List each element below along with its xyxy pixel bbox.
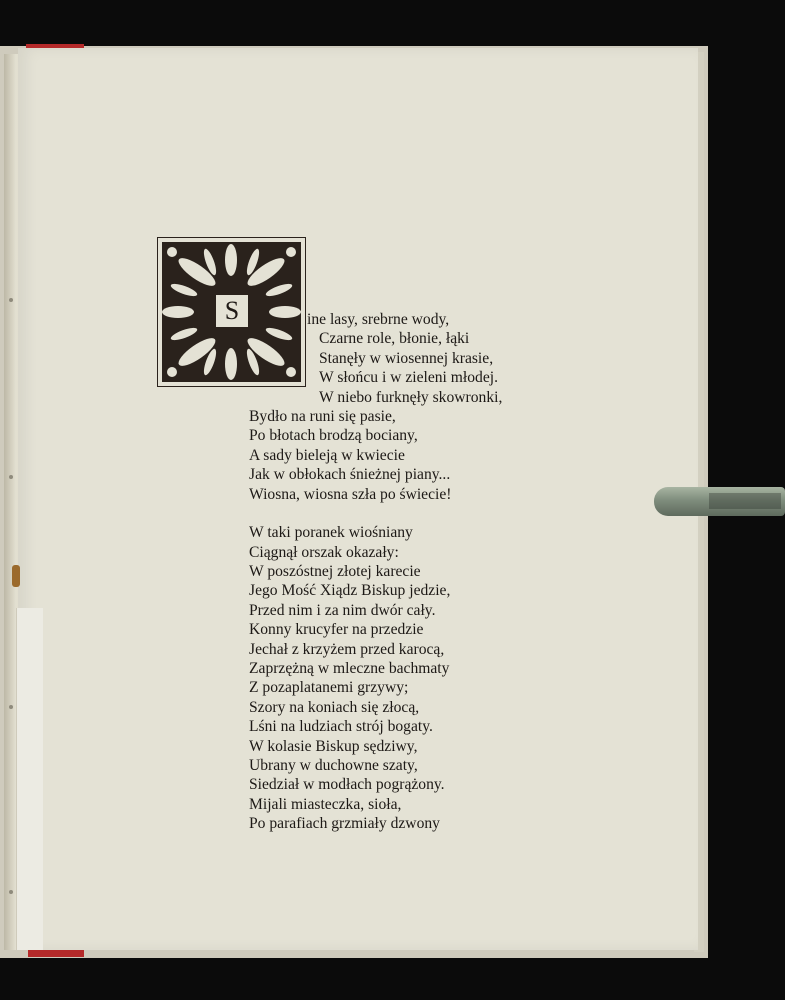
poem-line: Wiosna, wiosna szła po świecie! — [249, 485, 452, 503]
poem-line: Przed nim i za nim dwór cały. — [249, 601, 436, 619]
poem-line: W słońcu i w zieleni młodej. — [319, 369, 499, 387]
binding-stitch — [9, 475, 13, 479]
poem-line: Szory na koniach się złocą, — [249, 698, 420, 716]
poem-line: Jechał z krzyżem przed karocą, — [249, 640, 445, 658]
poem-line: W niebo furknęły skowronki, — [319, 388, 503, 406]
poem-line: Bydło na runi się pasie, — [249, 407, 396, 425]
poem-line: Ubrany w duchowne szaty, — [249, 756, 418, 774]
poem-text — [249, 310, 569, 834]
stanza-gap — [249, 504, 569, 523]
poem-line: Czarne role, błonie, łąki — [319, 330, 470, 348]
poem-line: ine lasy, srebrne wody, — [307, 311, 450, 328]
poem-line: W poszóstnej złotej karecie — [249, 563, 421, 581]
poem-line: Stanęły w wiosennej krasie, — [319, 349, 494, 367]
poem-line: W taki poranek wiośniany — [249, 524, 413, 542]
poem-line: A sady bieleją w kwiecie — [249, 446, 405, 464]
poem-line: Siedział w modłach pogrążony. — [249, 776, 445, 794]
stanza-1 — [249, 310, 569, 504]
poem-line: Konny krucyfer na przedzie — [249, 621, 424, 639]
poem-line: Zaprzężną w mleczne bachmaty — [249, 660, 450, 678]
poem-line: Z pozaplatanemi grzywy; — [249, 679, 409, 697]
binding-stitch — [9, 890, 13, 894]
poem-line: Po parafiach grzmiały dzwony — [249, 815, 440, 833]
poem-line: Po błotach brodzą bociany, — [249, 427, 418, 445]
paper-insert — [16, 608, 43, 950]
poem-line: Jego Mość Xiądz Biskup jedzie, — [249, 582, 451, 600]
poem-line: Jak w obłokach śnieżnej piany... — [249, 466, 451, 484]
rust-stain — [12, 565, 20, 587]
poem-line: Mijali miasteczka, sioła, — [249, 795, 402, 813]
bookmark-ribbon[interactable] — [654, 487, 785, 516]
poem-line: W kolasie Biskup sędziwy, — [249, 737, 418, 755]
poem-line: Ciągnął orszak okazały: — [249, 543, 399, 561]
binding-stitch — [9, 298, 13, 302]
cover-edge-bottom — [28, 949, 84, 957]
binding-stitch — [9, 705, 13, 709]
poem-line: Lśni na ludziach strój bogaty. — [249, 718, 433, 736]
stanza-2 — [249, 523, 569, 833]
initial-letter: S — [214, 293, 250, 329]
